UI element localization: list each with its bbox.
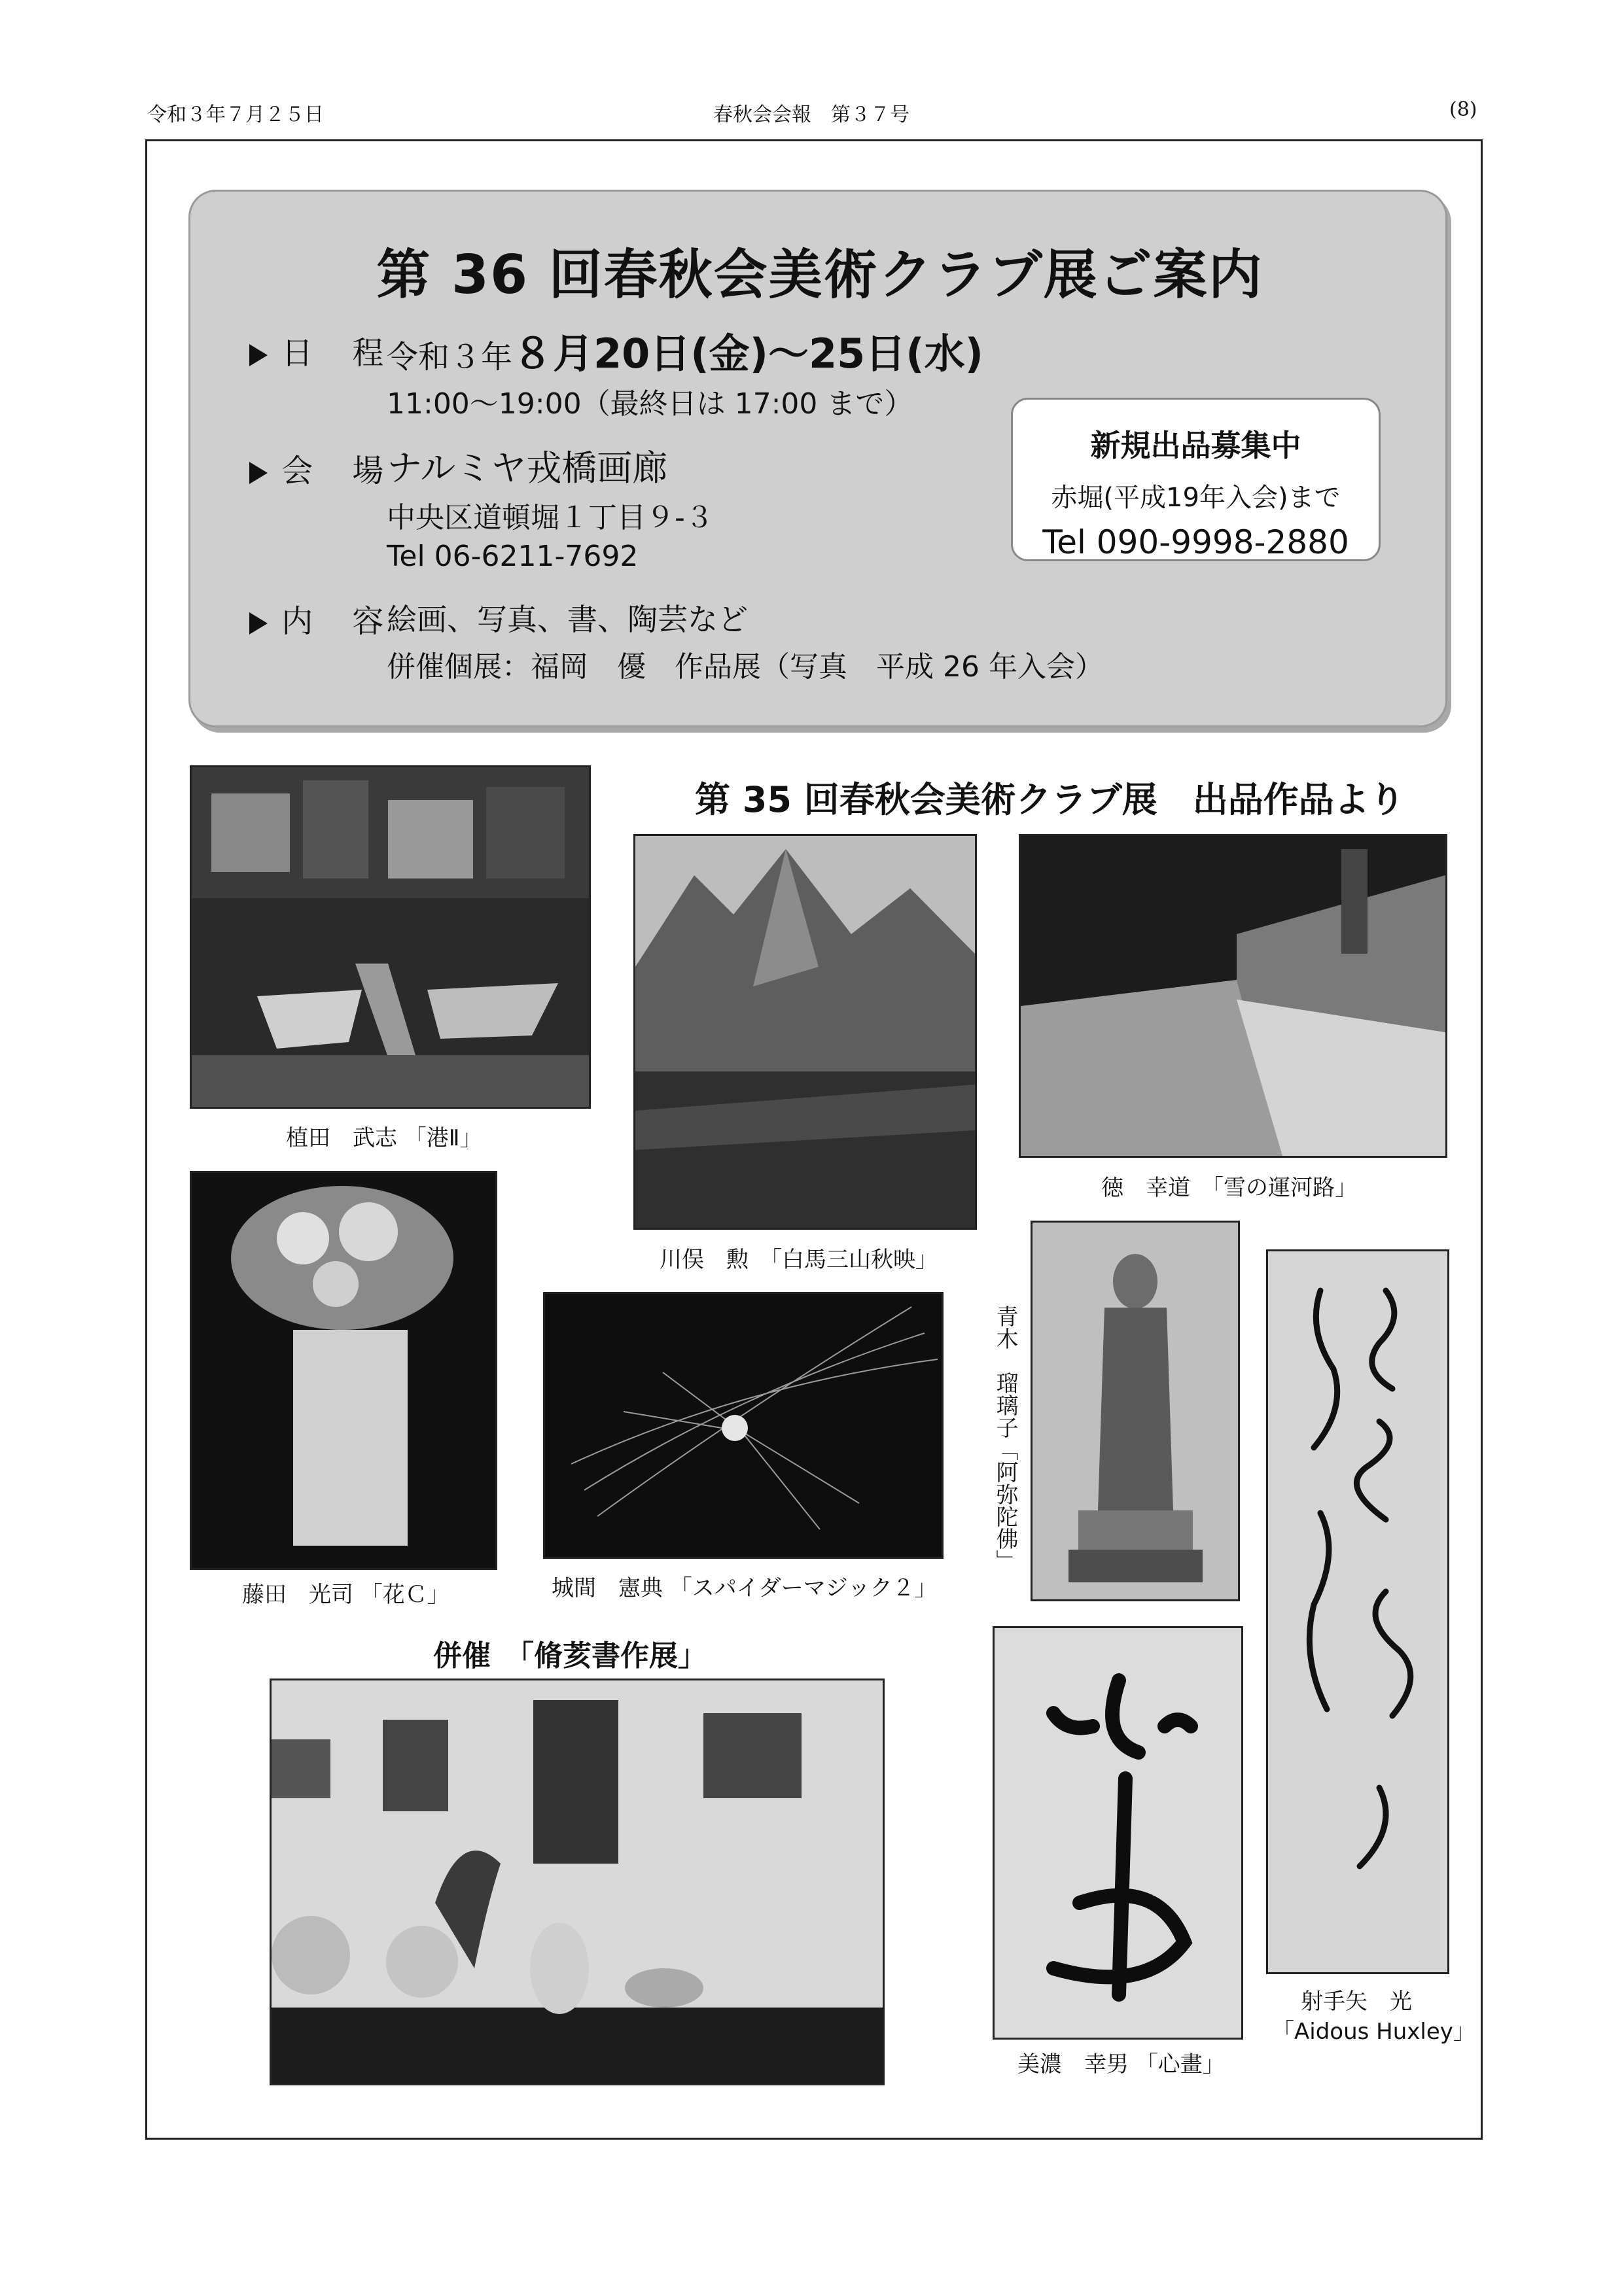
venue-address: 中央区道頓堀１丁目９-３ <box>387 501 714 534</box>
venue-row <box>249 445 387 491</box>
spider-caption: 城間 憲典 「スパイダーマジック２」 <box>552 1575 937 1601</box>
schedule-year: 令和３年 <box>387 339 513 375</box>
triangle-bullet-icon <box>249 612 268 635</box>
buddha-caption: 青木 瑠璃子「阿弥陀佛」 <box>992 1305 1018 1572</box>
spider-photo-image <box>543 1292 944 1559</box>
harbor-caption: 植田 武志 「港Ⅱ」 <box>286 1125 482 1151</box>
mountains-caption: 川俣 勲 「白馬三山秋映」 <box>660 1247 938 1273</box>
content-label: 内 容 <box>281 603 388 640</box>
canal-caption: 徳 幸道 「雪の運河路」 <box>1101 1175 1357 1201</box>
recruit-heading: 新規出品募集中 <box>1090 428 1301 463</box>
header-newsletter-title: 春秋会会報 第３７号 <box>713 103 909 126</box>
venue-name: ナルミヤ戎橋画廊 <box>387 447 668 489</box>
kokoro-caption: 美濃 幸男 「心畫」 <box>1017 2051 1225 2078</box>
banner-title: 第 36 回春秋会美術クラブ展ご案内 <box>376 244 1263 306</box>
schedule-time: 11:00～19:00（最終日は 17:00 まで） <box>387 387 913 421</box>
mountains-painting-image <box>633 834 977 1230</box>
joint-exhibition-title: 併催 「脩荄書作展」 <box>433 1639 707 1673</box>
content-row <box>249 596 387 641</box>
joint-exhibition-photo <box>270 1679 885 2085</box>
kokoro-calligraphy-image <box>993 1626 1243 2040</box>
scroll-caption-author: 射手矢 光 <box>1301 1989 1412 2015</box>
header-page-number: (8) <box>1449 98 1477 121</box>
flower-painting-image <box>190 1171 497 1570</box>
section-title: 第 35 回春秋会美術クラブ展 出品作品より <box>695 779 1405 820</box>
schedule-label: 日 程 <box>281 335 388 372</box>
content-items: 絵画、写真、書、陶芸など <box>387 602 748 637</box>
buddha-statue-image <box>1031 1221 1240 1601</box>
flower-caption: 藤田 光司 「花Ｃ」 <box>242 1582 450 1608</box>
schedule-row <box>249 328 387 373</box>
schedule-dates: ８月20日(金)～25日(水) <box>512 330 983 377</box>
recruit-tel: Tel 090-9998-2880 <box>1042 523 1349 561</box>
canal-painting-image <box>1019 834 1447 1158</box>
schedule-value <box>387 321 983 379</box>
scroll-calligraphy-image <box>1266 1249 1449 1974</box>
content-extra: 併催個展：福岡 優 作品展（写真 平成 26 年入会） <box>387 650 1104 684</box>
recruitment-box <box>1011 398 1381 561</box>
triangle-bullet-icon <box>249 344 268 366</box>
harbor-painting-image <box>190 765 591 1109</box>
venue-tel: Tel 06-6211-7692 <box>387 540 639 573</box>
header-date: 令和３年７月２５日 <box>147 103 324 126</box>
scroll-caption-title: 「Aidous Huxley」 <box>1272 2019 1475 2045</box>
triangle-bullet-icon <box>249 462 268 484</box>
recruit-contact: 赤堀(平成19年入会)まで <box>1051 483 1341 513</box>
venue-label: 会 場 <box>281 453 388 489</box>
